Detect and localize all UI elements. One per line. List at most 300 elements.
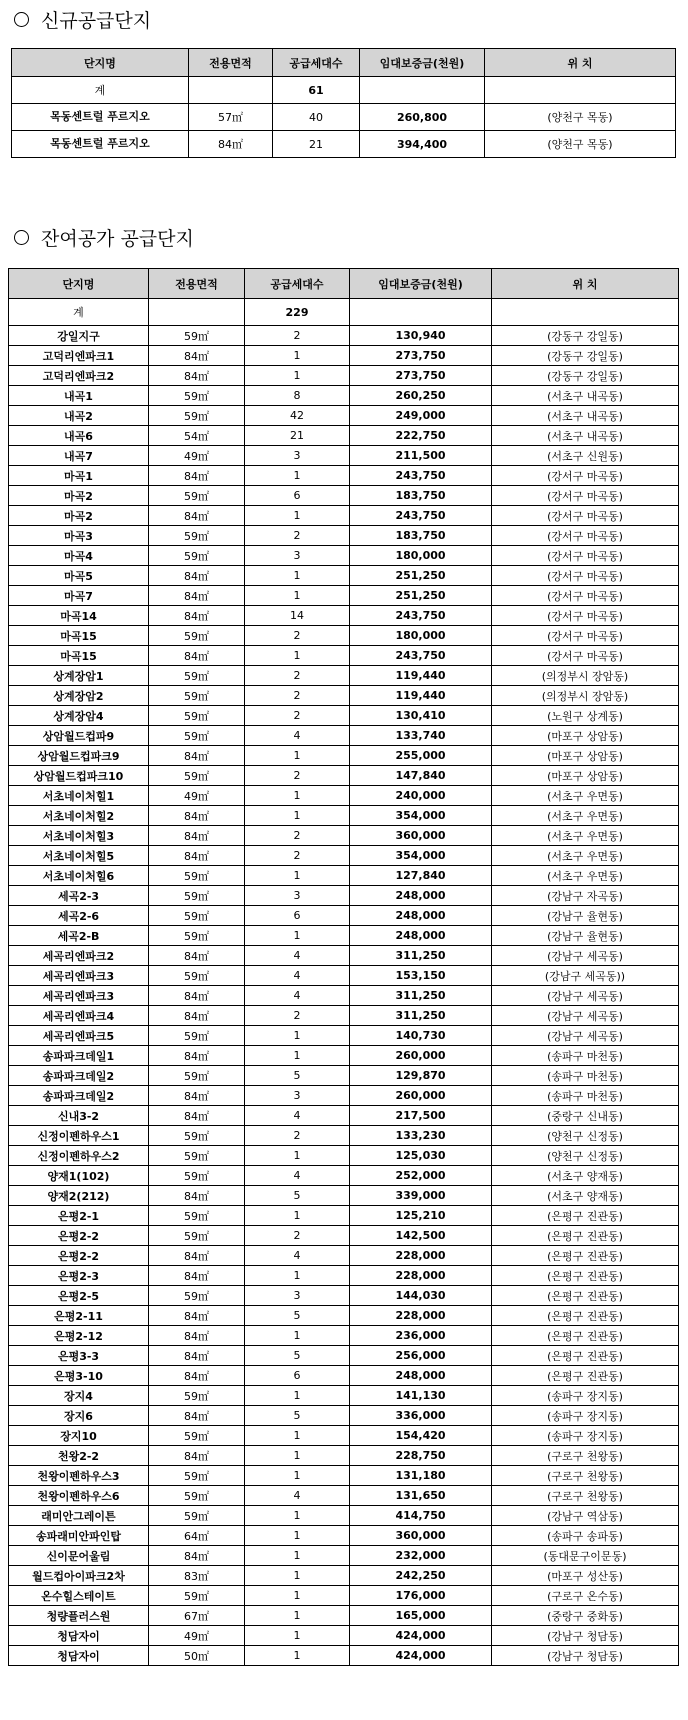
cell-deposit: 228,750 [350,1446,492,1466]
cell-name: 고덕리엔파크2 [9,366,149,386]
cell-deposit: 211,500 [350,446,492,466]
cell-deposit: 240,000 [350,786,492,806]
cell-name: 내곡2 [9,406,149,426]
cell-location: (중랑구 신내동) [492,1106,679,1126]
cell-count: 4 [245,1166,350,1186]
cell-count: 42 [245,406,350,426]
cell-deposit: 354,000 [350,846,492,866]
cell-deposit: 125,030 [350,1146,492,1166]
cell-area: 84㎡ [149,1306,245,1326]
cell-name: 고덕리엔파크1 [9,346,149,366]
cell-deposit: 153,150 [350,966,492,986]
total-area [189,77,273,104]
cell-name: 래미안그레이튼 [9,1506,149,1526]
cell-deposit: 130,410 [350,706,492,726]
cell-name: 장지10 [9,1426,149,1446]
cell-count: 1 [245,1526,350,1546]
table-row [9,1266,679,1286]
cell-name: 강일지구 [9,326,149,346]
cell-deposit: 255,000 [350,746,492,766]
cell-deposit: 228,000 [350,1266,492,1286]
cell-location: (강남구 율현동) [492,906,679,926]
cell-name: 은평2-2 [9,1246,149,1266]
cell-area: 59㎡ [149,406,245,426]
cell-deposit: 252,000 [350,1166,492,1186]
cell-area: 84㎡ [149,946,245,966]
cell-deposit: 119,440 [350,686,492,706]
table-row [9,586,679,606]
cell-count: 2 [245,1226,350,1246]
table-row [9,1606,679,1626]
cell-deposit: 141,130 [350,1386,492,1406]
cell-location: (강서구 마곡동) [492,586,679,606]
cell-count: 1 [245,1046,350,1066]
cell-name: 신정이펜하우스2 [9,1146,149,1166]
cell-area: 84㎡ [149,1186,245,1206]
table-row [9,706,679,726]
cell-count: 4 [245,1486,350,1506]
cell-count: 3 [245,886,350,906]
cell-name: 마곡5 [9,566,149,586]
cell-count: 1 [245,1566,350,1586]
cell-location: (강동구 강일동) [492,346,679,366]
cell-deposit: 311,250 [350,1006,492,1026]
cell-count: 1 [245,566,350,586]
table-row [9,1066,679,1086]
table-row [9,1346,679,1366]
table-row [9,1226,679,1246]
cell-area: 59㎡ [149,1586,245,1606]
cell-name: 마곡1 [9,466,149,486]
cell-deposit: 133,740 [350,726,492,746]
cell-location: (송파구 장지동) [492,1386,679,1406]
cell-count: 2 [245,326,350,346]
cell-area: 84㎡ [149,986,245,1006]
cell-name: 내곡7 [9,446,149,466]
cell-area: 59㎡ [149,726,245,746]
cell-name: 서초네이처힐6 [9,866,149,886]
table-header-row [12,49,676,77]
cell-name: 장지4 [9,1386,149,1406]
table-row [9,1466,679,1486]
cell-deposit: 394,400 [360,131,485,158]
total-deposit [360,77,485,104]
section1-heading [14,4,151,34]
cell-deposit: 311,250 [350,986,492,1006]
table-row [9,466,679,486]
cell-location: (강남구 세곡동) [492,1006,679,1026]
table-row [9,386,679,406]
cell-area: 84㎡ [149,1006,245,1026]
cell-name: 은평2-2 [9,1226,149,1246]
cell-deposit: 127,840 [350,866,492,886]
cell-count: 1 [245,646,350,666]
cell-name: 은평3-3 [9,1346,149,1366]
cell-count: 1 [245,746,350,766]
cell-count: 40 [273,104,360,131]
table-row [9,906,679,926]
table-row [9,1306,679,1326]
cell-count: 5 [245,1306,350,1326]
cell-count: 5 [245,1186,350,1206]
cell-deposit: 248,000 [350,926,492,946]
cell-area: 84㎡ [149,746,245,766]
cell-name: 송파파크데일2 [9,1066,149,1086]
cell-name: 송파래미안파인탑 [9,1526,149,1546]
cell-location: (은평구 진관동) [492,1246,679,1266]
cell-deposit: 228,000 [350,1306,492,1326]
table-row [9,1126,679,1146]
cell-area: 50㎡ [149,1646,245,1666]
cell-name: 마곡3 [9,526,149,546]
cell-area: 59㎡ [149,1486,245,1506]
table-row [9,726,679,746]
cell-deposit: 249,000 [350,406,492,426]
cell-name: 온수힐스테이트 [9,1586,149,1606]
cell-area: 84㎡ [149,586,245,606]
table-row [9,1546,679,1566]
cell-name: 월드컵아이파크2차 [9,1566,149,1586]
cell-location: (서초구 내곡동) [492,406,679,426]
cell-name: 송파파크데일1 [9,1046,149,1066]
table-row [9,1626,679,1646]
cell-location: (양천구 신정동) [492,1146,679,1166]
cell-name: 청담자이 [9,1646,149,1666]
table-row [9,666,679,686]
table-row [9,806,679,826]
cell-location: (구로구 천왕동) [492,1486,679,1506]
header-name: 단지명 [12,49,189,77]
cell-location: (강남구 율현동) [492,926,679,946]
section2-heading [14,222,194,252]
cell-location: (마포구 상암동) [492,746,679,766]
cell-location: (양천구 목동) [485,104,676,131]
cell-location: (구로구 온수동) [492,1586,679,1606]
cell-area: 59㎡ [149,1166,245,1186]
cell-location: (서초구 우면동) [492,866,679,886]
cell-count: 14 [245,606,350,626]
table-row [9,1386,679,1406]
cell-location: (송파구 장지동) [492,1426,679,1446]
cell-location: (송파구 마천동) [492,1086,679,1106]
cell-area: 59㎡ [149,1506,245,1526]
cell-location: (강서구 마곡동) [492,486,679,506]
cell-count: 1 [245,1646,350,1666]
section1-title: 신규공급단지 [41,9,152,32]
cell-area: 84㎡ [149,1266,245,1286]
cell-location: (강남구 세곡동) [492,946,679,966]
total-area [149,299,245,326]
cell-deposit: 251,250 [350,566,492,586]
table-row [9,1526,679,1546]
cell-location: (강동구 강일동) [492,366,679,386]
table-row [9,1026,679,1046]
table-row [9,426,679,446]
cell-area: 59㎡ [149,1146,245,1166]
cell-deposit: 243,750 [350,606,492,626]
cell-deposit: 130,940 [350,326,492,346]
cell-deposit: 131,180 [350,1466,492,1486]
cell-area: 84㎡ [149,646,245,666]
cell-location: (강서구 마곡동) [492,646,679,666]
table-row [9,826,679,846]
table-row [9,406,679,426]
table-row [9,1646,679,1666]
table-row [9,846,679,866]
cell-count: 2 [245,626,350,646]
header-location: 위 치 [485,49,676,77]
cell-name: 세곡리엔파크3 [9,966,149,986]
cell-count: 1 [245,506,350,526]
total-label: 계 [12,77,189,104]
cell-name: 세곡2-B [9,926,149,946]
table-row [9,986,679,1006]
cell-name: 세곡리엔파크5 [9,1026,149,1046]
cell-location: (송파구 장지동) [492,1406,679,1426]
cell-area: 59㎡ [149,686,245,706]
cell-name: 목동센트럴 푸르지오 [12,104,189,131]
cell-location: (은평구 진관동) [492,1286,679,1306]
cell-location: (은평구 진관동) [492,1226,679,1246]
table-row [9,1286,679,1306]
cell-deposit: 144,030 [350,1286,492,1306]
table-header-row [9,269,679,299]
cell-deposit: 424,000 [350,1626,492,1646]
cell-count: 3 [245,1086,350,1106]
cell-count: 2 [245,706,350,726]
header-area: 전용면적 [189,49,273,77]
header-area: 전용면적 [149,269,245,299]
total-deposit [350,299,492,326]
cell-name: 천왕이펜하우스3 [9,1466,149,1486]
table-row [9,446,679,466]
cell-count: 21 [273,131,360,158]
cell-count: 4 [245,946,350,966]
table-row [9,486,679,506]
cell-area: 84㎡ [149,1046,245,1066]
table-row [9,526,679,546]
cell-area: 59㎡ [149,1206,245,1226]
cell-count: 1 [245,466,350,486]
table-row [9,1506,679,1526]
table-row [9,1426,679,1446]
table-row [9,1106,679,1126]
cell-name: 신정이펜하우스1 [9,1126,149,1146]
header-deposit: 임대보증금(천원) [360,49,485,77]
cell-deposit: 129,870 [350,1066,492,1086]
cell-deposit: 131,650 [350,1486,492,1506]
cell-name: 은평2-1 [9,1206,149,1226]
cell-location: (강남구 청담동) [492,1626,679,1646]
cell-area: 54㎡ [149,426,245,446]
total-label: 계 [9,299,149,326]
cell-area: 67㎡ [149,1606,245,1626]
cell-count: 1 [245,346,350,366]
cell-name: 장지6 [9,1406,149,1426]
cell-name: 세곡리엔파크3 [9,986,149,1006]
cell-count: 5 [245,1406,350,1426]
cell-deposit: 183,750 [350,486,492,506]
cell-deposit: 248,000 [350,1366,492,1386]
cell-deposit: 273,750 [350,346,492,366]
cell-area: 59㎡ [149,326,245,346]
table-row [9,886,679,906]
cell-location: (강남구 세곡동) [492,986,679,1006]
cell-name: 마곡7 [9,586,149,606]
cell-deposit: 248,000 [350,906,492,926]
cell-location: (구로구 천왕동) [492,1466,679,1486]
cell-count: 1 [245,1446,350,1466]
cell-name: 세곡리엔파크2 [9,946,149,966]
cell-area: 84㎡ [149,506,245,526]
table-row [9,1006,679,1026]
cell-count: 6 [245,486,350,506]
cell-deposit: 248,000 [350,886,492,906]
total-count: 229 [245,299,350,326]
cell-deposit: 222,750 [350,426,492,446]
new-supply-table [11,48,676,158]
cell-name: 은평2-11 [9,1306,149,1326]
cell-area: 59㎡ [149,1026,245,1046]
cell-name: 세곡2-3 [9,886,149,906]
cell-location: (강서구 마곡동) [492,546,679,566]
cell-count: 6 [245,1366,350,1386]
cell-name: 양재1(102) [9,1166,149,1186]
cell-name: 마곡4 [9,546,149,566]
cell-name: 목동센트럴 푸르지오 [12,131,189,158]
cell-area: 84㎡ [149,1106,245,1126]
cell-count: 1 [245,1466,350,1486]
cell-deposit: 260,000 [350,1046,492,1066]
cell-location: (중랑구 중화동) [492,1606,679,1626]
table-row [9,1326,679,1346]
cell-name: 서초네이처힐3 [9,826,149,846]
table-row [9,646,679,666]
cell-count: 1 [245,586,350,606]
cell-area: 59㎡ [149,966,245,986]
cell-area: 59㎡ [149,1066,245,1086]
table-row [9,506,679,526]
cell-name: 마곡2 [9,506,149,526]
cell-name: 천왕2-2 [9,1446,149,1466]
cell-count: 2 [245,1006,350,1026]
cell-count: 1 [245,1606,350,1626]
cell-name: 마곡14 [9,606,149,626]
cell-location: (서초구 신원동) [492,446,679,466]
cell-location: (강서구 마곡동) [492,566,679,586]
cell-area: 57㎡ [189,104,273,131]
cell-area: 59㎡ [149,1466,245,1486]
cell-deposit: 147,840 [350,766,492,786]
cell-count: 2 [245,846,350,866]
table-row [9,366,679,386]
cell-location: (강서구 마곡동) [492,626,679,646]
table-row [9,1586,679,1606]
cell-count: 1 [245,1026,350,1046]
table-row [9,1486,679,1506]
cell-count: 1 [245,866,350,886]
cell-area: 59㎡ [149,486,245,506]
remaining-supply-table [8,268,679,1666]
cell-name: 신내3-2 [9,1106,149,1126]
cell-area: 59㎡ [149,526,245,546]
circle-bullet-icon [14,230,29,245]
total-location [492,299,679,326]
cell-name: 은평2-12 [9,1326,149,1346]
cell-location: (양천구 목동) [485,131,676,158]
cell-count: 1 [245,1506,350,1526]
cell-name: 마곡15 [9,626,149,646]
cell-location: (의정부시 장암동) [492,666,679,686]
cell-name: 상암월드컵파크9 [9,746,149,766]
cell-name: 내곡1 [9,386,149,406]
cell-count: 3 [245,546,350,566]
cell-area: 84㎡ [149,1446,245,1466]
cell-name: 상계장암4 [9,706,149,726]
cell-count: 2 [245,1126,350,1146]
cell-count: 1 [245,1266,350,1286]
table-row [9,1566,679,1586]
cell-area: 59㎡ [149,1126,245,1146]
cell-location: (강서구 마곡동) [492,506,679,526]
cell-area: 59㎡ [149,626,245,646]
cell-area: 84㎡ [149,566,245,586]
header-count: 공급세대수 [245,269,350,299]
cell-location: (강동구 강일동) [492,326,679,346]
cell-name: 신이문어울림 [9,1546,149,1566]
cell-location: (서초구 우면동) [492,846,679,866]
cell-location: (마포구 상암동) [492,726,679,746]
cell-name: 서초네이처힐2 [9,806,149,826]
cell-count: 4 [245,726,350,746]
cell-deposit: 125,210 [350,1206,492,1226]
cell-deposit: 273,750 [350,366,492,386]
cell-deposit: 232,000 [350,1546,492,1566]
cell-area: 59㎡ [149,1286,245,1306]
cell-name: 은평3-10 [9,1366,149,1386]
cell-count: 8 [245,386,350,406]
cell-area: 59㎡ [149,886,245,906]
cell-location: (서초구 양재동) [492,1166,679,1186]
cell-count: 4 [245,986,350,1006]
cell-area: 59㎡ [149,386,245,406]
cell-area: 84㎡ [149,1366,245,1386]
cell-location: (마포구 상암동) [492,766,679,786]
cell-area: 59㎡ [149,766,245,786]
table-row [9,1446,679,1466]
cell-name: 서초네이처힐5 [9,846,149,866]
cell-area: 59㎡ [149,866,245,886]
table-row [9,966,679,986]
table-row [9,1146,679,1166]
cell-deposit: 228,000 [350,1246,492,1266]
cell-location: (동대문구이문동) [492,1546,679,1566]
cell-deposit: 260,000 [350,1086,492,1106]
cell-deposit: 119,440 [350,666,492,686]
cell-area: 59㎡ [149,1426,245,1446]
cell-name: 내곡6 [9,426,149,446]
table-row [9,326,679,346]
cell-deposit: 360,000 [350,826,492,846]
cell-area: 84㎡ [149,466,245,486]
cell-deposit: 183,750 [350,526,492,546]
table-row [9,1406,679,1426]
cell-location: (강남구 세곡동)) [492,966,679,986]
cell-count: 4 [245,966,350,986]
table-row [9,686,679,706]
cell-deposit: 360,000 [350,1526,492,1546]
cell-count: 1 [245,926,350,946]
